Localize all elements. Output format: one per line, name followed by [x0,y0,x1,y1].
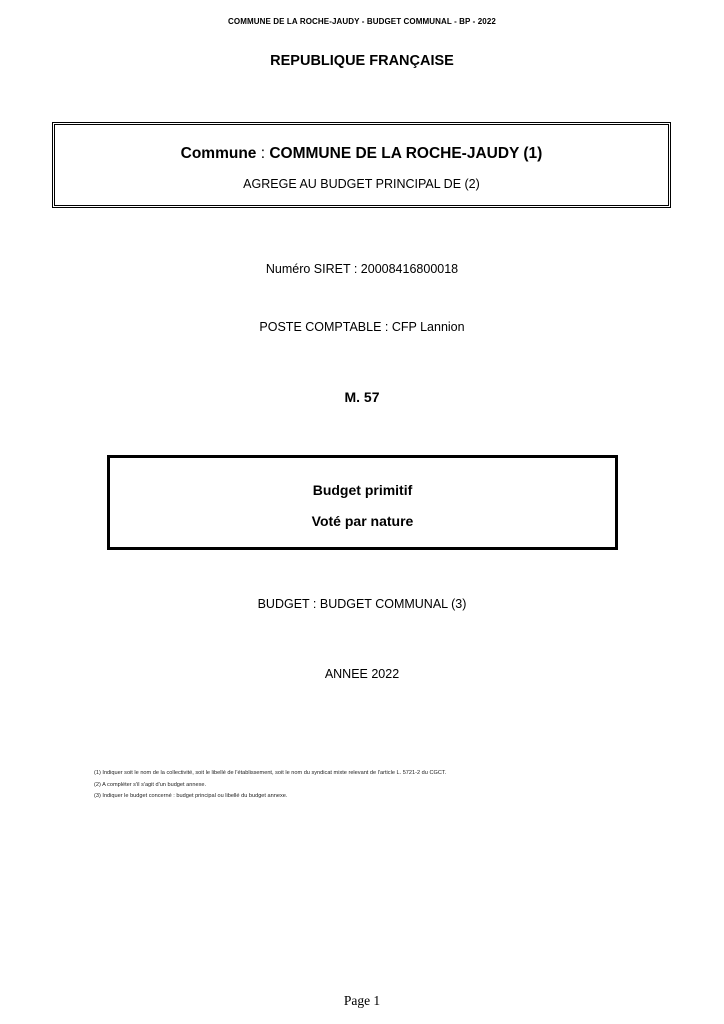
agrege-line: AGREGE AU BUDGET PRINCIPAL DE (2) [243,177,480,191]
commune-label: Commune [180,145,257,162]
footnote-3: (3) Indiquer le budget concerné : budget principal ou libellé du budget annexe. [94,793,288,799]
commune-separator: : [256,145,270,162]
budget-name: BUDGET : BUDGET COMMUNAL (3) [257,597,467,611]
footnote-2: (2) A compléter s'il s'agit d'un budget annexe. [94,781,207,788]
republique-title: REPUBLIQUE FRANÇAISE [270,53,454,69]
poste-comptable: POSTE COMPTABLE : CFP Lannion [259,320,465,334]
commune-value: COMMUNE DE LA ROCHE-JAUDY (1) [269,145,543,162]
page-number: Page 1 [343,993,381,1008]
siret-number: Numéro SIRET : 20008416800018 [265,262,459,276]
document-header: COMMUNE DE LA ROCHE-JAUDY - BUDGET COMMUNAL - BP - 2022 [228,17,496,26]
commune-box [52,122,671,208]
budget-type-box [107,455,618,550]
footnote-1: (1) Indiquer soit le nom de la collectivité, soit le libellé de l'établissement, soit le nom du syndicat mixte relevant de l'article L. 5721-2 du CGCT. [94,770,447,776]
budget-year: ANNEE 2022 [324,667,400,681]
vote-mode: Voté par nature [311,513,414,529]
footnotes [94,768,446,803]
nomenclature: M. 57 [344,389,380,405]
commune-line [53,145,670,163]
budget-type: Budget primitif [312,482,413,498]
